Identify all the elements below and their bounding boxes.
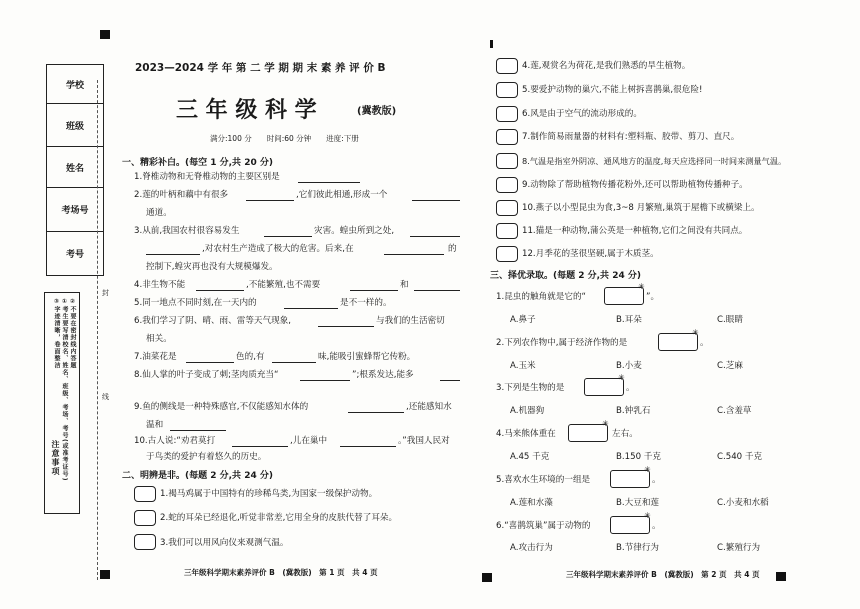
answer-box[interactable] <box>134 510 156 526</box>
blank[interactable] <box>440 380 460 381</box>
sparkle-icon: ✳ <box>644 465 651 474</box>
blank[interactable] <box>186 362 234 363</box>
student-info-box <box>46 64 104 276</box>
option-c[interactable]: C.含羞草 <box>717 406 752 416</box>
q10-text: 于鸟类的爱护有着悠久的历史。 <box>146 452 267 462</box>
blank[interactable] <box>272 362 316 363</box>
answer-box[interactable] <box>496 58 518 74</box>
q7-text: 味,能吸引蜜蜂帮它传粉。 <box>318 352 416 362</box>
q3-text: 灾害。蝗虫所到之处, <box>314 226 395 236</box>
registration-mark <box>490 40 493 48</box>
notes-item-2: ②不要在密封线内答题 <box>69 298 76 369</box>
blank[interactable] <box>412 200 460 201</box>
blank[interactable] <box>146 254 200 255</box>
edition-label: (冀教版) <box>357 106 397 117</box>
option-b[interactable]: B.大豆和莲 <box>616 498 660 508</box>
blank[interactable] <box>298 182 360 183</box>
option-a[interactable]: A.攻击行为 <box>510 543 553 553</box>
q10-text: 10.古人说:“劝君莫打 <box>134 436 216 446</box>
q5-text: 5.同一地点不同时刻,在一天内的 <box>134 298 257 308</box>
choice-question: 。 <box>652 521 661 531</box>
option-c[interactable]: C.540 千克 <box>717 452 763 462</box>
option-b[interactable]: B.150 千克 <box>616 452 661 462</box>
judge-item: 3.我们可以用风向仪来观测气温。 <box>160 538 289 548</box>
choice-question: 2.下列农作物中,属于经济作物的是 <box>496 338 628 348</box>
q8-text: ”;根系发达,能多 <box>352 370 414 380</box>
option-a[interactable]: A.鼻子 <box>510 315 536 325</box>
subject-title: 三 年 级 科 学 <box>176 98 317 123</box>
q3-text: 3.从前,我国农村很容易发生 <box>134 226 240 236</box>
q4-text: 4.非生物不能 <box>134 280 186 290</box>
choice-question: 4.马来熊体重在 <box>496 429 556 439</box>
seal-line <box>97 80 98 580</box>
q4-text: ,不能繁殖,也不需要 <box>246 280 321 290</box>
choice-question: 1.昆虫的触角就是它的“ <box>496 292 586 302</box>
choice-question: 5.喜欢水生环境的一组是 <box>496 475 591 485</box>
option-c[interactable]: C.芝麻 <box>717 361 743 371</box>
judge-item: 12.月季花的茎很坚硬,属于木质茎。 <box>522 249 659 259</box>
answer-box[interactable] <box>496 82 518 98</box>
info-room-label: 考场号 <box>47 188 104 232</box>
footer-left: 三年级科学期末素养评价 B (冀教版) 第 1 页 共 4 页 <box>184 568 378 577</box>
blank[interactable] <box>410 236 460 237</box>
answer-box[interactable] <box>496 177 518 193</box>
answer-box[interactable] <box>496 106 518 122</box>
q9-text: 温和 <box>146 420 164 430</box>
q6-text: 与我们的生活密切 <box>376 316 445 326</box>
blank[interactable] <box>264 236 312 237</box>
choice-question: 。 <box>700 338 709 348</box>
q2-text: 通道。 <box>146 208 172 218</box>
exam-meta: 满分:100 分 时间:60 分钟 进度:下册 <box>210 134 359 143</box>
blank[interactable] <box>348 412 404 413</box>
sparkle-icon: ✳ <box>644 511 651 520</box>
q3-text: 控制下,蝗灾再也没有大规模爆发。 <box>146 262 278 272</box>
exam-title: 2023—2024 学 年 第 二 学 期 期 末 素 养 评 价 B <box>135 62 386 74</box>
q6-text: 相关。 <box>146 334 172 344</box>
q5-text: 是不一样的。 <box>340 298 392 308</box>
blank[interactable] <box>340 446 396 447</box>
answer-box[interactable] <box>496 223 518 239</box>
blank[interactable] <box>384 254 444 255</box>
judge-item: 4.莲,观赏名为荷花,是我们熟悉的旱生植物。 <box>522 61 691 71</box>
info-number-label: 考号 <box>47 232 104 276</box>
option-c[interactable]: C.眼睛 <box>717 315 743 325</box>
info-name-label: 姓名 <box>47 147 104 188</box>
option-c[interactable]: C.繁殖行为 <box>717 543 761 553</box>
judge-item: 8.气温是指室外阴凉、通风地方的温度,每天应选择同一时间来测量气温。 <box>522 156 787 166</box>
answer-box[interactable] <box>134 534 156 550</box>
option-a[interactable]: A.莲和水藻 <box>510 498 553 508</box>
q6-text: 6.我们学习了阴、晴、雨、雷等天气现象, <box>134 316 292 326</box>
choice-question: 。 <box>652 475 661 485</box>
sparkle-icon: ✳ <box>692 328 699 337</box>
q3-text: 的 <box>448 244 457 254</box>
option-a[interactable]: A.45 千克 <box>510 452 550 462</box>
answer-box[interactable] <box>134 486 156 502</box>
judge-item: 6.风是由于空气的流动形成的。 <box>522 109 642 119</box>
registration-mark <box>776 572 786 581</box>
info-school-label: 学校 <box>47 65 104 104</box>
footer-right: 三年级科学期末素养评价 B (冀教版) 第 2 页 共 4 页 <box>566 570 760 579</box>
blank[interactable] <box>246 200 294 201</box>
option-b[interactable]: B.小麦 <box>616 361 642 371</box>
judge-item: 7.制作简易雨量器的材料有:塑料瓶、胶带、剪刀、直尺。 <box>522 132 740 142</box>
option-b[interactable]: B.钟乳石 <box>616 406 651 416</box>
blank[interactable] <box>318 326 374 327</box>
blank[interactable] <box>196 290 244 291</box>
q9-text: ,还能感知水 <box>406 402 452 412</box>
choice-question: 。 <box>626 383 635 393</box>
notes-item-3: ③字迹清晰，卷面整洁 <box>53 298 60 369</box>
choice-question: ”。 <box>646 292 660 302</box>
judge-item: 2.蛇的耳朵已经退化,听觉非常差,它用全身的皮肤代替了耳朵。 <box>160 513 398 523</box>
blank[interactable] <box>350 290 398 291</box>
sparkle-icon: ✳ <box>638 282 645 291</box>
option-b[interactable]: B.节律行为 <box>616 543 660 553</box>
answer-box[interactable] <box>496 153 518 169</box>
choice-question: 左右。 <box>612 429 638 439</box>
blank[interactable] <box>232 446 288 447</box>
option-b[interactable]: B.耳朵 <box>616 315 642 325</box>
answer-box[interactable] <box>496 246 518 262</box>
notes-title: 注意事项 <box>51 440 60 476</box>
blank[interactable] <box>284 308 338 309</box>
q1-text: 1.脊椎动物和无脊椎动物的主要区别是 <box>134 172 280 182</box>
registration-mark <box>100 30 110 39</box>
section-2-title: 二、明辨是非。(每题 2 分,共 24 分) <box>122 471 273 481</box>
q2-text: ,它们彼此相通,形成一个 <box>296 190 388 200</box>
seal-label: 封 <box>102 289 109 297</box>
q8-text: 8.仙人掌的叶子变成了刺;茎肉质充当“ <box>134 370 279 380</box>
option-a[interactable]: A.玉米 <box>510 361 536 371</box>
answer-box[interactable] <box>496 129 518 145</box>
registration-mark <box>100 570 110 579</box>
q10-text: ,儿在巢中 <box>290 436 328 446</box>
option-a[interactable]: A.机器狗 <box>510 406 545 416</box>
blank[interactable] <box>414 290 460 291</box>
judge-item: 9.动物除了帮助植物传播花粉外,还可以帮助植物传播种子。 <box>522 180 748 190</box>
q7-text: 色的,有 <box>236 352 265 362</box>
q10-text: 。”我国人民对 <box>398 436 450 446</box>
registration-mark <box>482 573 492 582</box>
judge-item: 5.要爱护动物的巢穴,不能上树拆喜鹊巢,很危险! <box>522 85 703 95</box>
sparkle-icon: ✳ <box>618 373 625 382</box>
q3-text: ,对农村生产造成了极大的危害。后来,在 <box>202 244 354 254</box>
judge-item: 11.猫是一种动物,蒲公英是一种植物,它们之间没有共同点。 <box>522 226 748 236</box>
section-1-title: 一、精彩补白。(每空 1 分,共 20 分) <box>122 158 273 168</box>
answer-box[interactable] <box>496 200 518 216</box>
section-3-title: 三、择优录取。(每题 2 分,共 24 分) <box>490 271 641 281</box>
q7-text: 7.油菜花是 <box>134 352 177 362</box>
option-c[interactable]: C.小麦和水稻 <box>717 498 769 508</box>
q2-text: 2.莲的叶柄和藕中有很多 <box>134 190 229 200</box>
choice-question: 3.下列是生物的是 <box>496 383 565 393</box>
q9-text: 9.鱼的侧线是一种特殊感官,不仅能感知水体的 <box>134 402 309 412</box>
notes-item-1: ①考生要写清校名、姓名、班级、考场、考号(或准考证号) <box>61 298 68 482</box>
blank[interactable] <box>300 380 350 381</box>
q4-text: 和 <box>400 280 409 290</box>
info-class-label: 班级 <box>47 104 104 147</box>
line-label: 线 <box>102 393 109 401</box>
judge-item: 1.褐马鸡属于中国特有的珍稀鸟类,为国家一级保护动物。 <box>160 489 378 499</box>
choice-question: 6.“喜鹊筑巢”属于动物的 <box>496 521 591 531</box>
blank[interactable] <box>170 430 226 431</box>
judge-item: 10.燕子以小型昆虫为食,3~8 月繁殖,巢筑于屋檐下或横梁上。 <box>522 203 760 213</box>
sparkle-icon: ✳ <box>602 419 609 428</box>
